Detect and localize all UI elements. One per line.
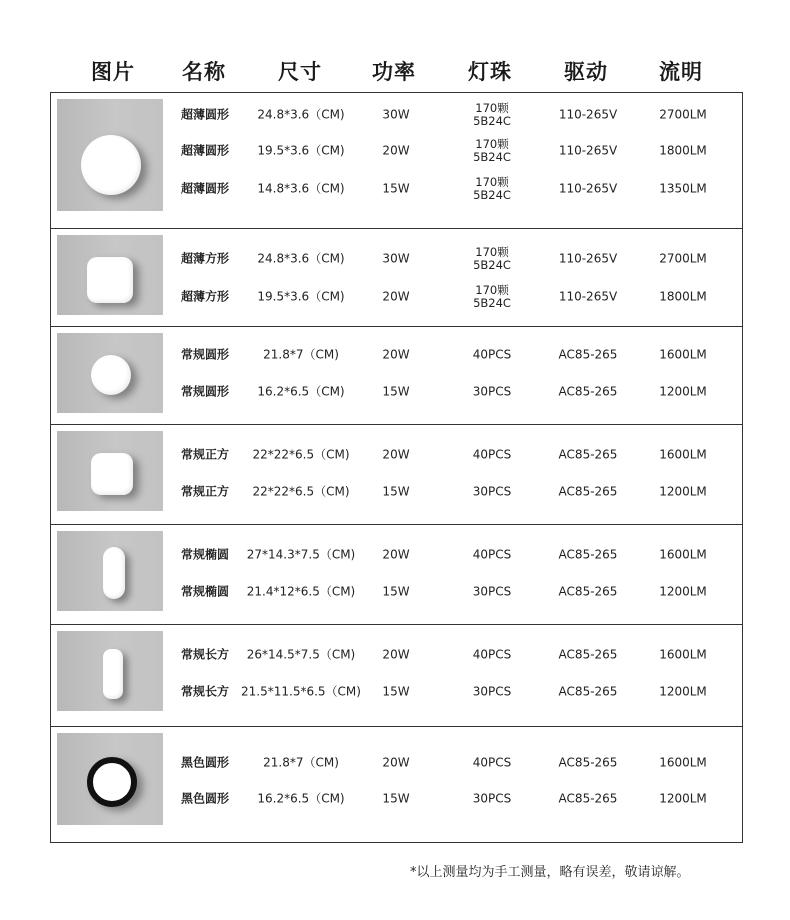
table-row — [51, 282, 742, 312]
power-cell: 30W — [382, 107, 410, 122]
led-beads-cell: 40PCS — [472, 647, 512, 662]
power-cell: 15W — [382, 791, 410, 806]
table-row — [51, 577, 742, 607]
table-row — [51, 540, 742, 570]
driver-cell: AC85-265 — [558, 484, 618, 499]
product-group — [51, 425, 742, 525]
driver-cell: AC85-265 — [558, 684, 618, 699]
led-beads-cell: 30PCS — [472, 384, 512, 399]
power-cell: 15W — [382, 384, 410, 399]
product-name-cell: 超薄方形 — [180, 251, 230, 266]
lumen-cell: 1200LM — [659, 791, 707, 806]
product-name-cell: 超薄圆形 — [180, 181, 230, 196]
product-group — [51, 525, 742, 625]
lumen-cell: 1200LM — [659, 684, 707, 699]
header-cell: 尺寸 — [278, 60, 322, 84]
driver-cell: AC85-265 — [558, 647, 618, 662]
dimension-cell: 14.8*3.6（CM) — [257, 181, 345, 196]
header-cell: 图片 — [91, 60, 135, 84]
driver-cell: AC85-265 — [558, 347, 618, 362]
product-name-cell: 黑色圆形 — [180, 755, 230, 770]
lumen-cell: 1600LM — [659, 647, 707, 662]
lumen-cell: 1200LM — [659, 484, 707, 499]
power-cell: 20W — [382, 143, 410, 158]
led-beads-cell: 40PCS — [472, 347, 512, 362]
dimension-cell: 24.8*3.6（CM) — [257, 251, 345, 266]
header-cell: 名称 — [182, 60, 226, 84]
lumen-cell: 1800LM — [659, 143, 707, 158]
driver-cell: 110-265V — [558, 289, 618, 304]
dimension-cell: 27*14.3*7.5（CM) — [246, 547, 356, 562]
led-beads-cell: 170颗 5B24C — [473, 175, 511, 202]
product-group — [51, 327, 742, 425]
table-header — [0, 56, 790, 86]
table-row — [51, 784, 742, 814]
driver-cell: 110-265V — [558, 251, 618, 266]
led-beads-cell: 30PCS — [472, 684, 512, 699]
driver-cell: 110-265V — [558, 107, 618, 122]
lumen-cell: 1600LM — [659, 547, 707, 562]
product-name-cell: 超薄圆形 — [180, 143, 230, 158]
product-name-cell: 常规正方 — [180, 484, 230, 499]
product-name-cell: 常规圆形 — [180, 384, 230, 399]
led-beads-cell: 170颗 5B24C — [473, 283, 511, 310]
dimension-cell: 16.2*6.5（CM) — [257, 384, 345, 399]
lumen-cell: 1600LM — [659, 755, 707, 770]
product-name-cell: 常规椭圆 — [180, 584, 230, 599]
table-row — [51, 677, 742, 707]
led-beads-cell: 30PCS — [472, 791, 512, 806]
driver-cell: 110-265V — [558, 181, 618, 196]
table-row — [51, 748, 742, 778]
table-row — [51, 477, 742, 507]
spec-table — [50, 92, 743, 843]
product-name-cell: 常规正方 — [180, 447, 230, 462]
lumen-cell: 1600LM — [659, 447, 707, 462]
power-cell: 20W — [382, 347, 410, 362]
product-name-cell: 黑色圆形 — [180, 791, 230, 806]
dimension-cell: 21.4*12*6.5（CM) — [246, 584, 356, 599]
table-row — [51, 640, 742, 670]
dimension-cell: 26*14.5*7.5（CM) — [246, 647, 356, 662]
header-cell: 灯珠 — [468, 60, 512, 84]
group-divider — [51, 726, 742, 727]
dimension-cell: 21.8*7（CM) — [263, 755, 339, 770]
led-beads-cell: 40PCS — [472, 755, 512, 770]
driver-cell: AC85-265 — [558, 584, 618, 599]
lumen-cell: 2700LM — [659, 251, 707, 266]
product-group — [51, 727, 742, 842]
product-name-cell: 超薄方形 — [180, 289, 230, 304]
product-name-cell: 常规长方 — [180, 684, 230, 699]
power-cell: 20W — [382, 647, 410, 662]
group-divider — [51, 624, 742, 625]
lumen-cell: 1200LM — [659, 384, 707, 399]
lumen-cell: 1600LM — [659, 347, 707, 362]
led-beads-cell: 30PCS — [472, 584, 512, 599]
power-cell: 20W — [382, 289, 410, 304]
led-beads-cell: 40PCS — [472, 447, 512, 462]
led-beads-cell: 170颗 5B24C — [473, 101, 511, 128]
product-name-cell: 常规长方 — [180, 647, 230, 662]
power-cell: 15W — [382, 181, 410, 196]
header-cell: 流明 — [659, 60, 703, 84]
power-cell: 15W — [382, 584, 410, 599]
driver-cell: AC85-265 — [558, 755, 618, 770]
power-cell: 20W — [382, 755, 410, 770]
product-group — [51, 93, 742, 229]
driver-cell: 110-265V — [558, 143, 618, 158]
led-beads-cell: 40PCS — [472, 547, 512, 562]
driver-cell: AC85-265 — [558, 384, 618, 399]
table-row — [51, 100, 742, 130]
table-row — [51, 340, 742, 370]
table-row — [51, 377, 742, 407]
dimension-cell: 16.2*6.5（CM) — [257, 791, 345, 806]
lumen-cell: 1350LM — [659, 181, 707, 196]
dimension-cell: 21.8*7（CM) — [263, 347, 339, 362]
lumen-cell: 1800LM — [659, 289, 707, 304]
table-row — [51, 174, 742, 204]
power-cell: 20W — [382, 447, 410, 462]
footnote: *以上测量均为手工测量，略有误差，敬请谅解。 — [410, 865, 690, 880]
lumen-cell: 2700LM — [659, 107, 707, 122]
product-name-cell: 常规椭圆 — [180, 547, 230, 562]
led-beads-cell: 170颗 5B24C — [473, 137, 511, 164]
group-divider — [51, 524, 742, 525]
group-divider — [51, 424, 742, 425]
driver-cell: AC85-265 — [558, 447, 618, 462]
group-divider — [51, 326, 742, 327]
power-cell: 30W — [382, 251, 410, 266]
dimension-cell: 24.8*3.6（CM) — [257, 107, 345, 122]
header-cell: 功率 — [372, 60, 416, 84]
dimension-cell: 22*22*6.5（CM) — [252, 484, 350, 499]
led-beads-cell: 30PCS — [472, 484, 512, 499]
driver-cell: AC85-265 — [558, 791, 618, 806]
table-row — [51, 136, 742, 166]
lumen-cell: 1200LM — [659, 584, 707, 599]
product-name-cell: 超薄圆形 — [180, 107, 230, 122]
power-cell: 15W — [382, 484, 410, 499]
driver-cell: AC85-265 — [558, 547, 618, 562]
header-cell: 驱动 — [564, 60, 608, 84]
group-divider — [51, 228, 742, 229]
dimension-cell: 19.5*3.6（CM) — [257, 289, 345, 304]
dimension-cell: 19.5*3.6（CM) — [257, 143, 345, 158]
table-row — [51, 244, 742, 274]
product-group — [51, 625, 742, 727]
product-group — [51, 229, 742, 327]
led-beads-cell: 170颗 5B24C — [473, 245, 511, 272]
dimension-cell: 22*22*6.5（CM) — [252, 447, 350, 462]
power-cell: 20W — [382, 547, 410, 562]
dimension-cell: 21.5*11.5*6.5（CM) — [241, 684, 361, 699]
power-cell: 15W — [382, 684, 410, 699]
table-row — [51, 440, 742, 470]
product-name-cell: 常规圆形 — [180, 347, 230, 362]
